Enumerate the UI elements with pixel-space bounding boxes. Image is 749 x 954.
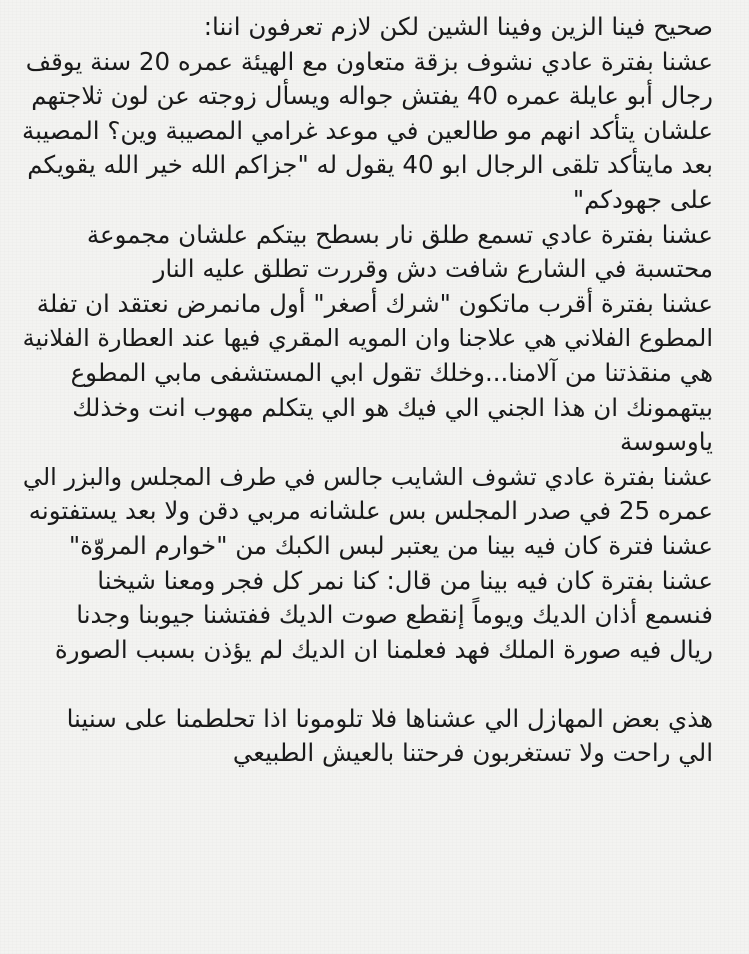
text-line: رجال أبو عايلة عمره 40 يفتش جواله ويسأل زوجته عن لون ثلاجتهم xyxy=(31,81,713,111)
blank-line xyxy=(28,667,713,702)
text-line: هذي بعض المهازل الي عشناها فلا تلومونا اذا تحلطمنا على سنينا xyxy=(66,703,713,733)
text-line: بعد مايتأكد تلقى الرجال ابو 40 يقول له "جزاكم الله خير الله يقويكم xyxy=(27,150,713,180)
text-line: عشنا بفترة عادي نشوف بزقة متعاون مع الهيئة عمره 20 سنة يوقف xyxy=(25,46,713,76)
text-line: المطوع الفلاني هي علاجنا وان المويه المقري فيها عند العطارة الفلانية xyxy=(22,324,713,353)
text-line: ريال فيه صورة الملك فهد فعلمنا ان الديك لم يؤذن بسبب الصورة xyxy=(54,634,713,664)
text-line: علشان يتأكد انهم مو طالعين في موعد غرامي المصيبة وين؟ المصيبة xyxy=(21,115,713,145)
text-line: ياوسوسة xyxy=(620,427,713,457)
text-line: عشنا فترة كان فيه بينا من يعتبر لبس الكبك من "خوارم المروّة" xyxy=(68,530,713,560)
text-line: على جهودكم" xyxy=(572,184,713,214)
text-line: بيتهمونك ان هذا الجني الي فيك هو الي يتكلم مهوب انت وخذلك xyxy=(72,392,713,422)
text-line: عشنا بفترة أقرب ماتكون "شرك أصغر" أول مانمرض نعتقد ان تفلة xyxy=(36,288,713,318)
text-line: عمره 25 في صدر المجلس بس علشانه مربي دقن ولا بعد يستفتونه xyxy=(28,496,713,526)
text-line: صحيح فينا الزين وفينا الشين لكن لازم تعرفون اننا: xyxy=(203,12,713,41)
text-line: عشنا بفترة كان فيه بينا من قال: كنا نمر كل فجر ومعنا شيخنا xyxy=(97,565,713,595)
text-line: هي منقذتنا من آلامنا...وخلك تقول ابي المستشفى مابي المطوع xyxy=(70,357,713,387)
note-text-block xyxy=(21,10,713,771)
text-line: فنسمع أذان الديك ويوماً إنقطع صوت الديك ففتشنا جيوبنا وجدنا xyxy=(76,600,713,630)
text-line: محتسبة في الشارع شافت دش وقررت تطلق عليه النار xyxy=(153,254,713,284)
text-line: عشنا بفترة عادي تسمع طلق نار بسطح بيتكم علشان مجموعة xyxy=(86,219,713,249)
text-line: الي راحت ولا تستغربون فرحتنا بالعيش الطبيعي xyxy=(232,738,713,768)
text-line: عشنا بفترة عادي تشوف الشايب جالس في طرف المجلس والبزر الي xyxy=(22,462,713,491)
